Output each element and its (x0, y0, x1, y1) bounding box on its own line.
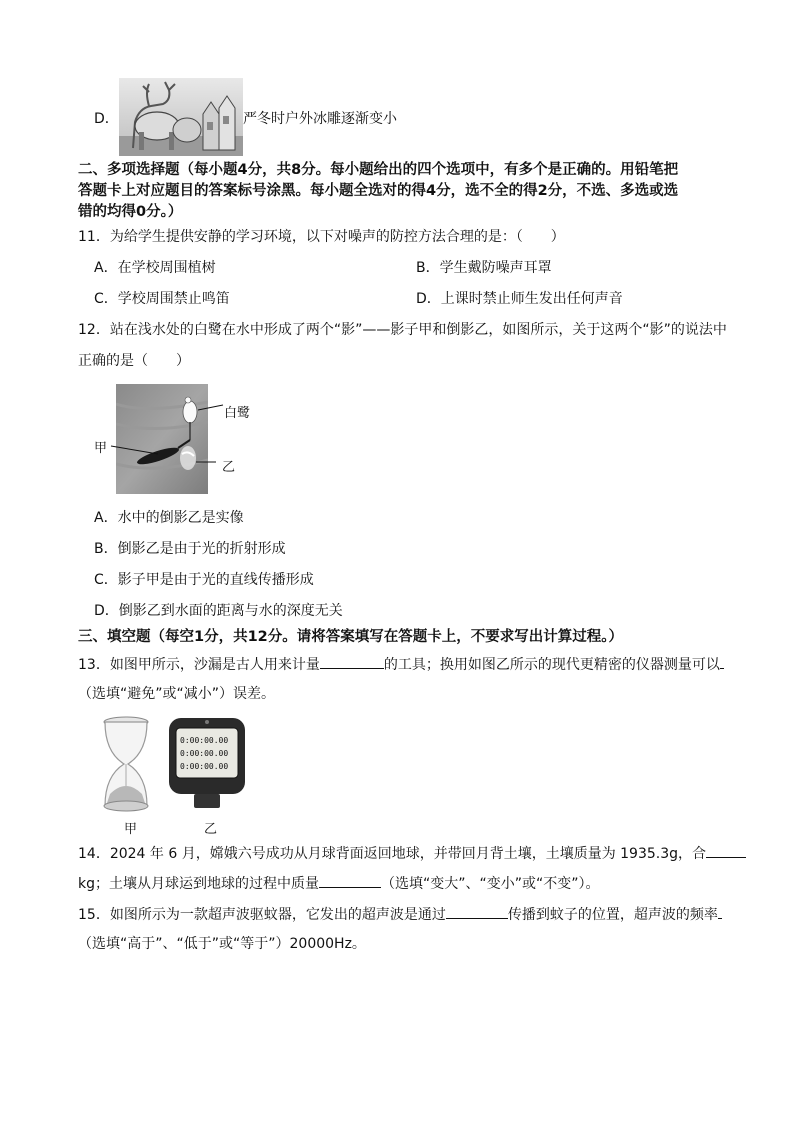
q14-blank1[interactable] (706, 843, 746, 858)
q14-line2 (78, 873, 600, 894)
q13-line1-b: 的工具；换用如图乙所示的现代更精密的仪器测量可以 (383, 657, 720, 673)
q15-line1 (78, 904, 722, 925)
q15-line1-a: 15．如图所示为一款超声波驱蚊器，它发出的超声波是通过 (78, 907, 446, 923)
q14-line2-b: （选填“变大”、“变小”或“不变”）。 (381, 876, 600, 892)
q15-blank2[interactable] (718, 904, 722, 919)
q10-option-d-text: 严冬时户外冰雕逐渐变小 (243, 111, 397, 127)
q12-option-c: C．影子甲是由于光的直线传播形成 (94, 572, 314, 588)
stopwatch-row-3: 0:00:00.00 (180, 762, 229, 771)
hourglass-image (100, 716, 152, 812)
ice-sculpture-image (119, 78, 243, 156)
q12-stem-line2: 正确的是（ ） (78, 353, 190, 369)
q13-blank2[interactable] (720, 654, 724, 669)
q10-option-d-letter: D． (94, 111, 119, 127)
q11-option-c: C．学校周围禁止鸣笛 (94, 291, 230, 307)
stopwatch-image (168, 716, 246, 810)
q11-option-d: D．上课时禁止师生发出任何声音 (416, 291, 623, 307)
q14-blank2[interactable] (319, 873, 381, 888)
q12-option-d: D．倒影乙到水面的距离与水的深度无关 (94, 603, 343, 619)
q12-stem-line1: 12．站在浅水处的白鹭在水中形成了两个“影”——影子甲和倒影乙，如图所示，关于这两个“影”的说法中 (78, 322, 727, 338)
q11-option-b: B．学生戴防噪声耳罩 (416, 260, 552, 276)
shadow-jia-label: 甲 (94, 441, 108, 456)
q13-line2: （选填“避免”或“减小”）误差。 (78, 686, 276, 702)
q15-line1-b: 传播到蚊子的位置，超声波的频率 (507, 907, 718, 923)
q14-line2-a: kg；土壤从月球运到地球的过程中质量 (78, 876, 319, 892)
q11-stem: 11．为给学生提供安静的学习环境，以下对噪声的防控方法合理的是：（ ） (78, 229, 565, 245)
q12-option-b: B．倒影乙是由于光的折射形成 (94, 541, 286, 557)
q14-line1-a: 14．2024 年 6 月，嫦娥六号成功从月球背面返回地球，并带回月背土壤，土壤质量为 1935.3g，合 (78, 846, 707, 862)
q13-line1 (78, 654, 724, 675)
q14-line1 (78, 843, 746, 864)
section2-line3: 错的均得0分。） (78, 204, 183, 220)
stopwatch-row-2: 0:00:00.00 (180, 749, 229, 758)
section2-line2: 答题卡上对应题目的答案标号涂黑。每小题全选对的得4分，选不全的得2分，不选、多选或选 (78, 183, 679, 199)
hourglass-label-jia: 甲 (124, 822, 138, 837)
stopwatch-row-1: 0:00:00.00 (180, 736, 229, 745)
q15-blank1[interactable] (446, 904, 508, 919)
q11-option-a: A．在学校周围植树 (94, 260, 216, 276)
stopwatch-display (180, 734, 236, 773)
section3-title: 三、填空题（每空1分，共12分。请将答案填写在答题卡上，不要求写出计算过程。） (78, 629, 624, 645)
reflection-yi-label: 乙 (222, 460, 236, 475)
section2-line1: 二、多项选择题（每小题4分，共8分。每小题给出的四个选项中，有多个是正确的。用铅笔把 (78, 162, 679, 178)
q13-blank1[interactable] (320, 654, 384, 669)
q15-line2: （选填“高于”、“低于”或“等于”）20000Hz。 (78, 936, 366, 952)
q12-option-a: A．水中的倒影乙是实像 (94, 510, 244, 526)
q13-line1-a: 13．如图甲所示，沙漏是古人用来计量 (78, 657, 320, 673)
stopwatch-label-yi: 乙 (204, 822, 218, 837)
egret-label: 白鹭 (224, 406, 251, 421)
